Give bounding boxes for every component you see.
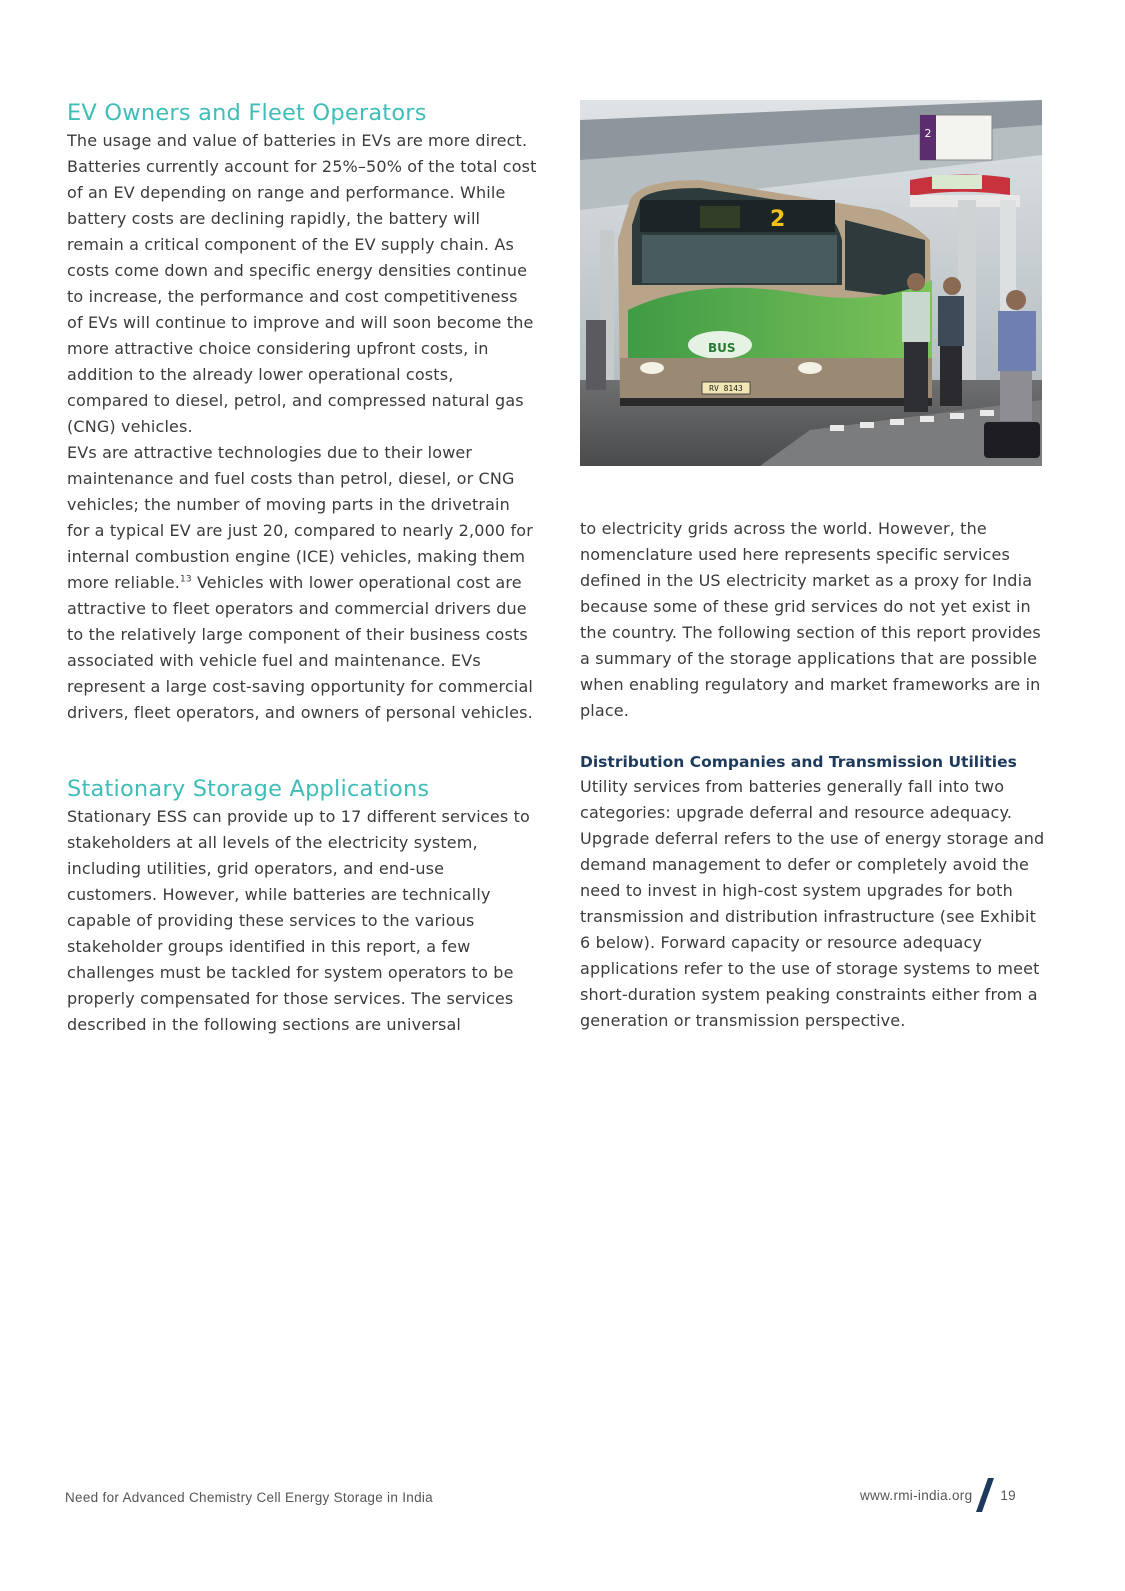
bus-logo: BUS — [708, 341, 736, 355]
right-column — [580, 516, 1050, 1034]
footer-page-info — [860, 1478, 1016, 1512]
electric-bus-photo — [580, 100, 1042, 466]
slash-divider-icon — [976, 1478, 994, 1512]
discos-heading: Distribution Companies and Transmission Utilities — [580, 753, 1017, 771]
ev-paragraph-2a: EVs are attractive technologies due to their lower maintenance and fuel costs than petrol, diesel, or CNG vehicles; the number of moving parts in the drivetrain for a typical EV are just 20, compared to nearly 2,000 for internal combustion engine (ICE) vehicles, making them more reliable. — [67, 443, 533, 592]
footer-url[interactable]: www.rmi-india.org — [860, 1487, 973, 1503]
footer-page-number: 19 — [1000, 1487, 1016, 1503]
stationary-paragraph-1: Stationary ESS can provide up to 17 different services to stakeholders at all levels of the electricity system, including utilities, grid operators, and end-use customers. However, while batteries are technically capable of providing these services to the various stakeholder groups identified in this report, a few challenges must be tackled for system operators to be properly compensated for those services. The services described in the following sections are universal — [67, 807, 530, 1034]
license-plate: RV 8143 — [709, 384, 743, 393]
footer-report-title: Need for Advanced Chemistry Cell Energy Storage in India — [65, 1490, 433, 1505]
stationary-storage-heading: Stationary Storage Applications — [67, 776, 430, 802]
stationary-paragraph-1-continued: to electricity grids across the world. However, the nomenclature used here represents specific services defined in the US electricity market as a proxy for India because some of these grid services do not yet exist in the country. The following section of this report provides a summary of the storage applications that are possible when enabling regulatory and market frameworks are in place. — [580, 519, 1041, 720]
ev-paragraph-2b: Vehicles with lower operational cost are attractive to fleet operators and commercial drivers due to the relatively large component of their business costs associated with vehicle fuel and maintenance. EVs represent a large cost-saving opportunity for commercial drivers, fleet operators, and owners of personal vehicles. — [67, 573, 534, 722]
discos-paragraph-1: Utility services from batteries generally fall into two categories: upgrade deferral and resource adequacy. Upgrade deferral refers to the use of energy storage and demand management to defer or completely avoid the need to invest in high-cost system upgrades for both transmission and distribution infrastructure (see Exhibit 6 below). Forward capacity or resource adequacy applications refer to the use of storage systems to meet short-duration system peaking constraints either from a generation or transmission perspective. — [580, 777, 1045, 1030]
footnote-ref-13[interactable]: 13 — [179, 574, 192, 585]
left-column — [67, 98, 537, 1038]
ev-paragraph-2 — [67, 440, 537, 726]
ev-owners-heading: EV Owners and Fleet Operators — [67, 100, 427, 126]
stop-sign-number: 2 — [924, 127, 932, 140]
ev-paragraph-1: The usage and value of batteries in EVs are more direct. Batteries currently account for 25%–50% of the total cost of an EV depending on range and performance. While battery costs are declining rapidly, the battery will remain a critical component of the EV supply chain. As costs come down and specific energy densities continue to increase, the performance and cost competitiveness of EVs will continue to improve and will soon become the more attractive choice considering upfront costs, in addition to the already lower operational costs, compared to diesel, petrol, and compressed natural gas (CNG) vehicles. — [67, 131, 537, 436]
bus-route-number: 2 — [770, 207, 786, 232]
